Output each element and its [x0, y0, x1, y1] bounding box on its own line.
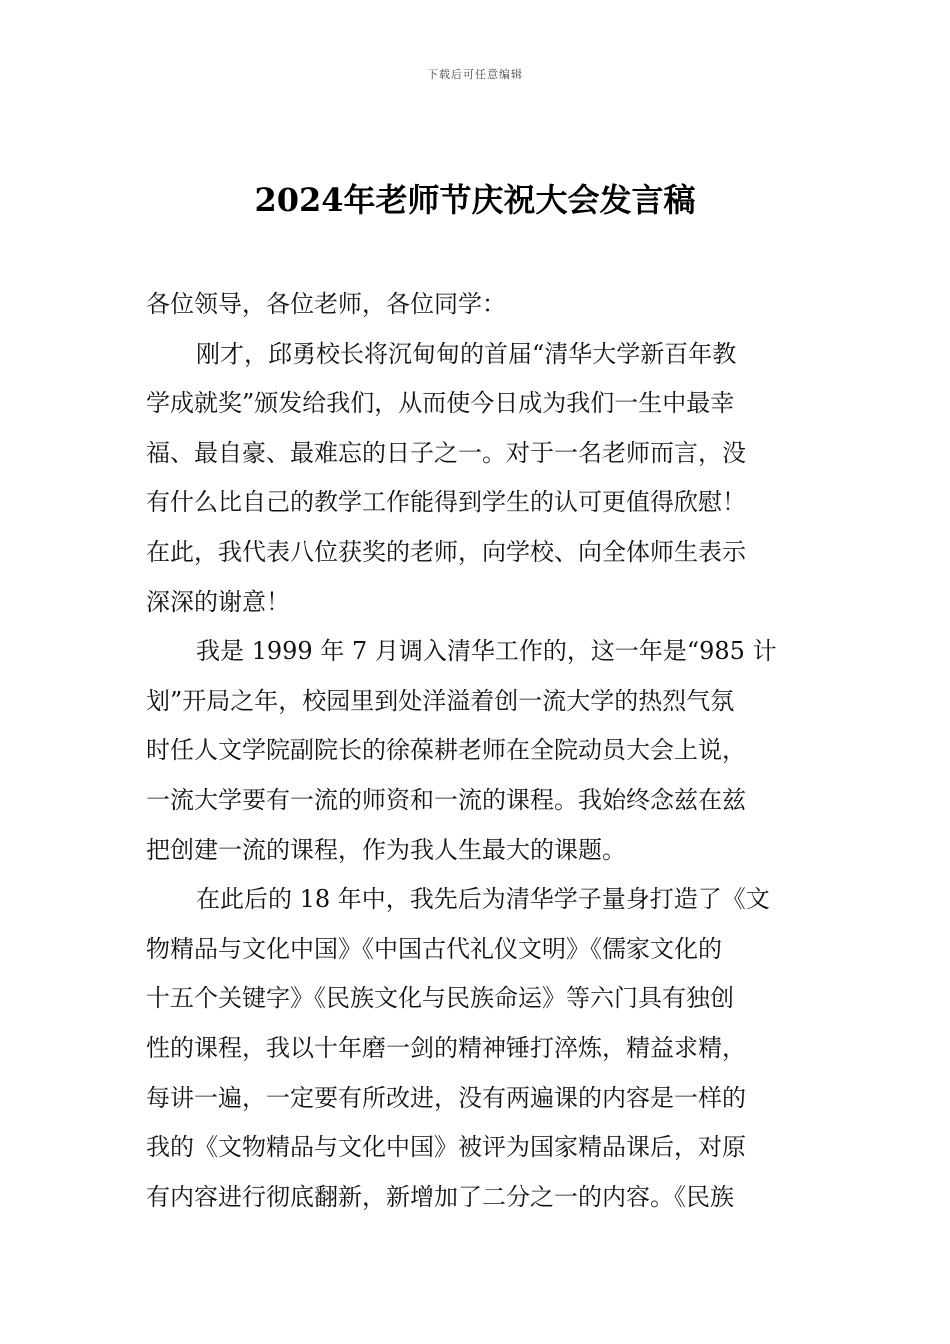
body-line: 把创建一流的课程，作为我人生最大的课题。: [146, 835, 626, 864]
body-line: 福、最自豪、最难忘的日子之一。对于一名老师而言，没: [146, 438, 746, 467]
body-line: 有内容进行彻底翻新，新增加了二分之一的内容。《民族: [146, 1182, 734, 1211]
body-line: 性的课程，我以十年磨一剑的精神锤打淬炼，精益求精，: [146, 1033, 746, 1062]
body-line: 刚才，邱勇校长将沉甸甸的首届“清华大学新百年教: [196, 339, 737, 368]
body-line: 每讲一遍，一定要有所改进，没有两遍课的内容是一样的: [146, 1083, 746, 1112]
body-line: 我的《文物精品与文化中国》被评为国家精品课后，对原: [146, 1133, 746, 1162]
body-line: 学成就奖”颁发给我们，从而使今日成为我们一生中最幸: [146, 389, 735, 418]
body-line: 在此后的 18 年中，我先后为清华学子量身打造了《文: [196, 885, 770, 914]
body-line: 有什么比自己的教学工作能得到学生的认可更值得欣慰！: [146, 488, 746, 517]
body-line: 各位领导，各位老师，各位同学：: [146, 290, 506, 318]
body-line: 物精品与文化中国》《中国古代礼仪文明》《儒家文化的: [146, 934, 722, 963]
document-body: [146, 280, 806, 1222]
body-line: 深深的谢意！: [146, 587, 290, 616]
body-line: 十五个关键字》《民族文化与民族命运》等六门具有独创: [146, 984, 734, 1013]
document-title: 2024年老师节庆祝大会发言稿: [254, 181, 696, 219]
body-line: 时任人文学院副院长的徐葆耕老师在全院动员大会上说，: [146, 736, 746, 765]
body-line: 我是 1999 年 7 月调入清华工作的，这一年是“985 计: [196, 637, 777, 666]
header-note: 下载后可任意编辑: [427, 68, 523, 81]
body-line: 在此，我代表八位获奖的老师，向学校、向全体师生表示: [146, 537, 746, 566]
body-line: 一流大学要有一流的师资和一流的课程。我始终念兹在兹: [146, 785, 746, 814]
body-line: 划”开局之年，校园里到处洋溢着创一流大学的热烈气氛: [146, 686, 735, 715]
